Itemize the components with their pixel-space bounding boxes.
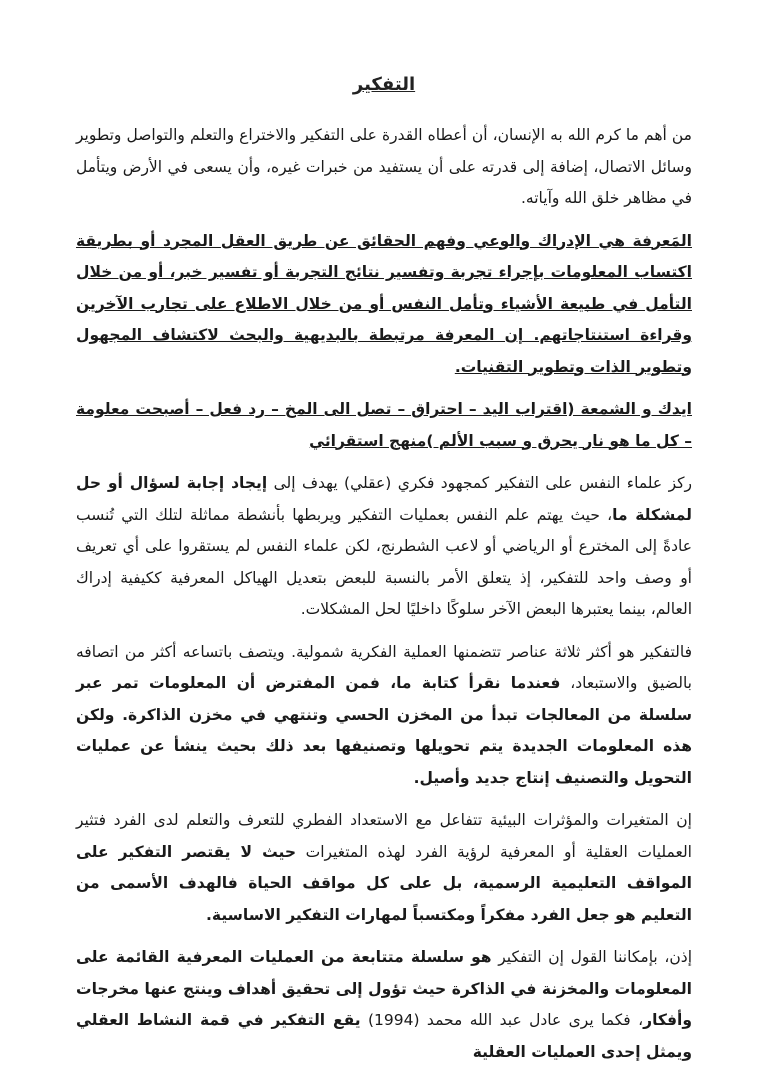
paragraph-text: من أهم ما كرم الله به الإنسان، أن أعطاه القدرة على التفكير والاختراع والتعلم والتواصل وتطوير وسائل الاتصال، إضافة إلى قدرته على أن يستفيد من خبرات غيره، وأن يسعى في الأرض ويتأمل في مظاهر خلق الله وآياته. (76, 126, 692, 207)
paragraph-variables (76, 805, 692, 931)
paragraph-intro (76, 120, 692, 215)
paragraph-text-segment: إن المتغيرات والمؤثرات البيئية تتفاعل مع الاستعداد الفطري للتعرف والتعلم لدى الفرد فتثير العمليات العقلية أو المعرفية لرؤية الفرد لهذه المتغيرات (76, 811, 692, 861)
paragraph-psychologists (76, 468, 692, 626)
paragraph-text-segment: ، فكما يرى عادل عبد الله محمد (1994) (360, 1011, 644, 1029)
paragraph-knowledge (76, 226, 692, 384)
paragraph-text-segment: ركز علماء النفس على التفكير كمجهود فكري (عقلي) يهدف إلى (267, 474, 692, 492)
paragraph-elements (76, 637, 692, 795)
document-title: التفكير (352, 74, 416, 95)
paragraph-bold-segment: إيجاد إجابة لسؤال أو حل لمشكلة ما (76, 474, 692, 524)
paragraph-text: المَعرفة هي الإدراك والوعي وفهم الحقائق عن طريق العقل المجرد أو بطريقة اكتساب المعلومات بإجراء تجربة وتفسير نتائج التجربة أو تفسير خبر، أو من خلال التأمل في طبيعة الأشياء وتأمل النفس أو من خلال الاطلاع على تجارب الآخرين وقراءة استنتاجاتهم. إن المعرفة مرتبطة بالبديهية والبحث لاكتشاف المجهول وتطوير الذات وتطوير التقنيات. (76, 231, 692, 376)
paragraph-text-segment: ، حيث يهتم علم النفس بعمليات التفكير ويربطها بأنشطة مماثلة لتلك التي تُنسب عادةً إلى المخترع أو الرياضي أو لاعب الشطرنج، لكن علماء النفس لم يستقروا على أي تعريف أو وصف واحد للتفكير، إذ يتعلق الأمر بالنسبة للبعض بتعديل الهياكل المعرفية ككيفية إدراك العالم، بينما يعتبرها البعض الآخر سلوكًا داخليًا لحل المشكلات. (76, 505, 692, 618)
document-body (76, 120, 692, 1079)
paragraph-candle-example (76, 394, 692, 457)
paragraph-text: ايدك و الشمعة (اقتراب اليد – احتراق – تصل الى المخ – رد فعل – أصبحت معلومة – كل ما هو نار يحرق و سبب الألم )منهج استقرائي (76, 400, 692, 450)
paragraph-text-segment: إذن، بإمكاننا القول إن التفكير (491, 948, 693, 966)
paragraph-bold-segment: فعندما نقرأ كتابة ما، فمن المفترض أن المعلومات تمر عبر سلسلة من المعالجات تبدأ من المخزن الحسي وتنتهي في مخزن الذاكرة. ولكن هذه المعلومات الجديدة يتم تحويلها وتصنيفها بعد ذلك بحيث ينشأ عن عمليات التحويل والتصنيف إنتاج جديد وأصيل. (76, 674, 692, 787)
paragraph-bold-segment: يقع التفكير في قمة النشاط العقلي ويمثل إحدى العمليات العقلية (76, 1011, 692, 1061)
paragraph-bold-segment: هو سلسلة متتابعة من العمليات المعرفية القائمة على المعلومات والمخزنة في الذاكرة حيث تؤول إلى تحقيق أهداف وينتج عنها مخرجات وأفكار (76, 948, 692, 1029)
paragraph-conclusion (76, 942, 692, 1068)
paragraph-bold-segment: حيث لا يقتصر التفكير على المواقف التعليمية الرسمية، بل على كل مواقف الحياة فالهدف الأسمى من التعليم هو جعل الفرد مفكراً ومكتسباً لمهارات التفكير الاساسية. (76, 842, 692, 924)
paragraph-text-segment: فالتفكير هو أكثر ثلاثة عناصر تتضمنها العملية الفكرية شمولية. ويتصف باتساعه أكثر من اتصافه بالضيق والاستبعاد، (76, 642, 692, 692)
